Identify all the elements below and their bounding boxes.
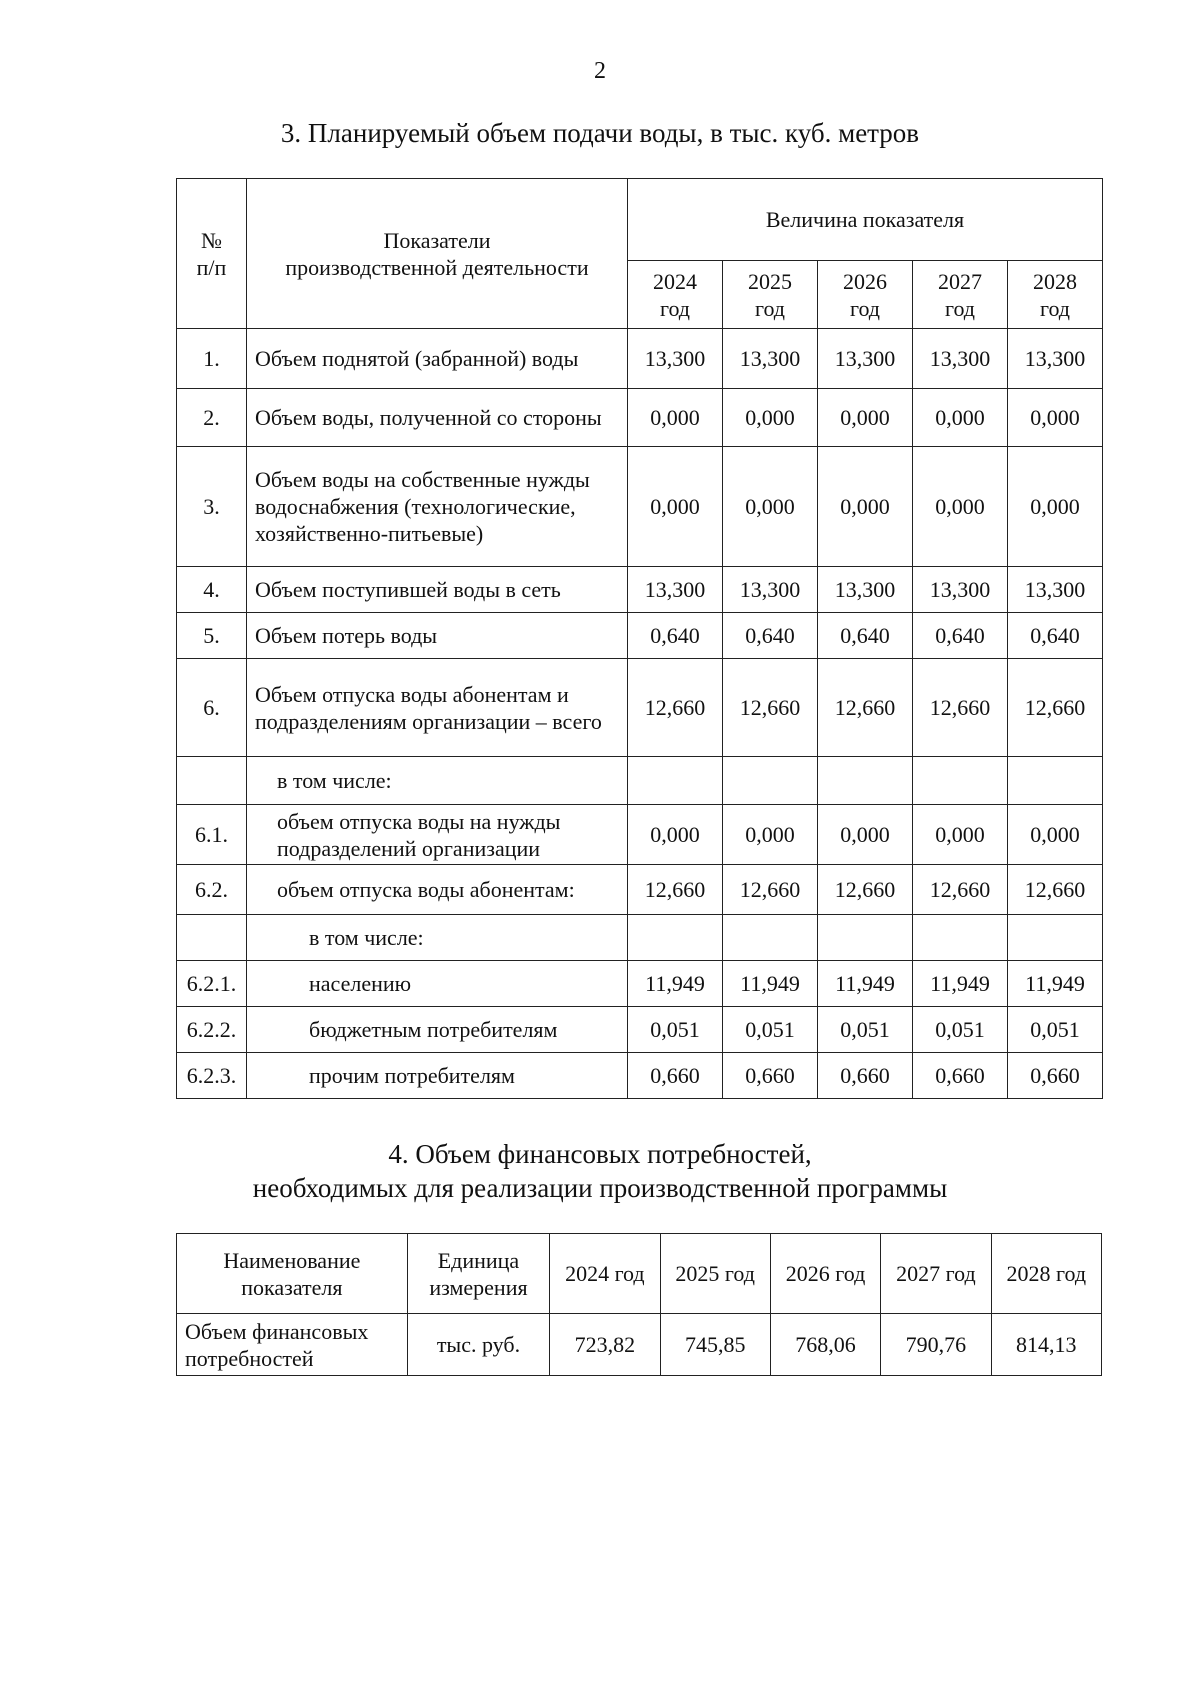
row-value: 0,000 [628,389,723,447]
financial-value: 814,13 [991,1314,1101,1376]
row-value: 0,000 [1008,447,1103,567]
financial-value: 768,06 [770,1314,880,1376]
section-4-title-line-2: необходимых для реализации производственной программы [252,1173,948,1203]
row-value: 13,300 [818,329,913,389]
row-indicator-name: Объем поступившей воды в сеть [247,567,628,613]
row-value: 0,660 [913,1053,1008,1099]
row-value: 12,660 [818,659,913,757]
row-number: 6.2.3. [177,1053,247,1099]
table-row [177,659,1103,757]
row-value: 12,660 [913,659,1008,757]
row-value: 13,300 [723,567,818,613]
row-value: 0,000 [723,805,818,865]
header-year: 2026 год [818,261,913,329]
row-value: 0,000 [818,447,913,567]
header-cell: 2027 год [881,1234,991,1314]
row-indicator-name: в том числе: [247,757,628,805]
row-number: 6. [177,659,247,757]
row-value: 0,000 [628,447,723,567]
row-indicator-name: населению [247,961,628,1007]
row-indicator-name: Объем поднятой (забранной) воды [247,329,628,389]
page-number: 2 [594,58,606,84]
header-indicator: Показатели производственной деятельности [247,179,628,329]
row-value: 13,300 [913,567,1008,613]
row-value: 11,949 [913,961,1008,1007]
section-3-title: 3. Планируемый объем подачи воды, в тыс. куб. метров [280,118,920,148]
row-value: 12,660 [913,865,1008,915]
table-row [177,1007,1103,1053]
table-row [177,757,1103,805]
header-year: 2025 год [723,261,818,329]
row-value: 0,640 [1008,613,1103,659]
row-number: 6.2. [177,865,247,915]
row-value: 11,949 [723,961,818,1007]
row-value: 12,660 [723,659,818,757]
row-value: 0,051 [818,1007,913,1053]
row-value [723,757,818,805]
row-value: 0,640 [913,613,1008,659]
header-cell: Наименование показателя [177,1234,408,1314]
row-value: 13,300 [723,329,818,389]
row-indicator-name: Объем потерь воды [247,613,628,659]
water-supply-table-body [177,329,1103,1099]
header-year: 2027 год [913,261,1008,329]
row-value: 12,660 [628,659,723,757]
table-row [177,613,1103,659]
row-value: 0,640 [723,613,818,659]
row-value [628,915,723,961]
row-number: 6.2.1. [177,961,247,1007]
section-4-title-line-1: 4. Объем финансовых потребностей, [388,1139,812,1169]
row-value: 0,660 [1008,1053,1103,1099]
table-row [177,329,1103,389]
table-row [177,865,1103,915]
row-number: 2. [177,389,247,447]
row-indicator-name: в том числе: [247,915,628,961]
row-value: 0,000 [818,805,913,865]
table-row [177,915,1103,961]
row-value: 11,949 [628,961,723,1007]
header-cell: 2028 год [991,1234,1101,1314]
header-year: 2028 год [1008,261,1103,329]
row-indicator-name: Объем воды на собственные нужды водоснабжения (технологические, хозяйственно-питьевые) [247,447,628,567]
row-value: 13,300 [628,567,723,613]
row-value: 0,660 [628,1053,723,1099]
row-value [1008,757,1103,805]
table-row [177,389,1103,447]
row-value: 0,000 [913,805,1008,865]
financial-indicator-name: Объем финансовых потребностей [177,1314,408,1376]
row-value: 0,000 [1008,805,1103,865]
row-value: 0,640 [818,613,913,659]
row-number: 5. [177,613,247,659]
row-value: 0,051 [913,1007,1008,1053]
section-4-title [0,1137,1200,1205]
row-value [628,757,723,805]
row-value: 0,051 [1008,1007,1103,1053]
row-indicator-name: объем отпуска воды на нужды подразделений организации [247,805,628,865]
financial-value: 745,85 [660,1314,770,1376]
row-number: 3. [177,447,247,567]
row-number: 1. [177,329,247,389]
row-value: 0,660 [723,1053,818,1099]
row-value: 12,660 [1008,659,1103,757]
financial-data-row [177,1314,1102,1376]
row-value: 11,949 [818,961,913,1007]
row-indicator-name: бюджетным потребителям [247,1007,628,1053]
header-cell: 2025 год [660,1234,770,1314]
row-value: 0,051 [723,1007,818,1053]
water-supply-table [176,178,1103,1099]
row-number: 4. [177,567,247,613]
row-value: 0,660 [818,1053,913,1099]
row-indicator-name: Объем воды, полученной со стороны [247,389,628,447]
row-number [177,757,247,805]
row-value: 12,660 [818,865,913,915]
row-value: 0,640 [628,613,723,659]
table-row [177,567,1103,613]
header-cell: 2024 год [550,1234,660,1314]
row-value: 0,000 [723,389,818,447]
financial-header-row [177,1234,1102,1314]
row-value [723,915,818,961]
row-indicator-name: Объем отпуска воды абонентам и подразделениям организации – всего [247,659,628,757]
row-value: 0,000 [628,805,723,865]
row-value: 13,300 [818,567,913,613]
row-value: 0,000 [913,447,1008,567]
row-value: 12,660 [628,865,723,915]
header-value-group: Величина показателя [628,179,1103,261]
header-cell: 2026 год [770,1234,880,1314]
header-num: № п/п [177,179,247,329]
row-indicator-name: прочим потребителям [247,1053,628,1099]
row-number: 6.1. [177,805,247,865]
table-row [177,1053,1103,1099]
financial-needs-table [176,1233,1102,1376]
row-value: 12,660 [1008,865,1103,915]
row-number: 6.2.2. [177,1007,247,1053]
row-value: 13,300 [913,329,1008,389]
row-value [913,915,1008,961]
row-value: 0,000 [913,389,1008,447]
row-indicator-name: объем отпуска воды абонентам: [247,865,628,915]
row-value [1008,915,1103,961]
table-row [177,805,1103,865]
row-value [818,757,913,805]
row-value: 13,300 [628,329,723,389]
table-row [177,447,1103,567]
table-row [177,961,1103,1007]
row-value: 0,000 [723,447,818,567]
row-value [818,915,913,961]
row-value: 0,051 [628,1007,723,1053]
header-cell: Единица измерения [407,1234,549,1314]
row-value: 0,000 [1008,389,1103,447]
row-value: 12,660 [723,865,818,915]
row-value [913,757,1008,805]
financial-unit: тыс. руб. [407,1314,549,1376]
row-value: 13,300 [1008,567,1103,613]
financial-value: 723,82 [550,1314,660,1376]
row-value: 11,949 [1008,961,1103,1007]
financial-value: 790,76 [881,1314,991,1376]
row-value: 0,000 [818,389,913,447]
header-year: 2024 год [628,261,723,329]
row-value: 13,300 [1008,329,1103,389]
row-number [177,915,247,961]
